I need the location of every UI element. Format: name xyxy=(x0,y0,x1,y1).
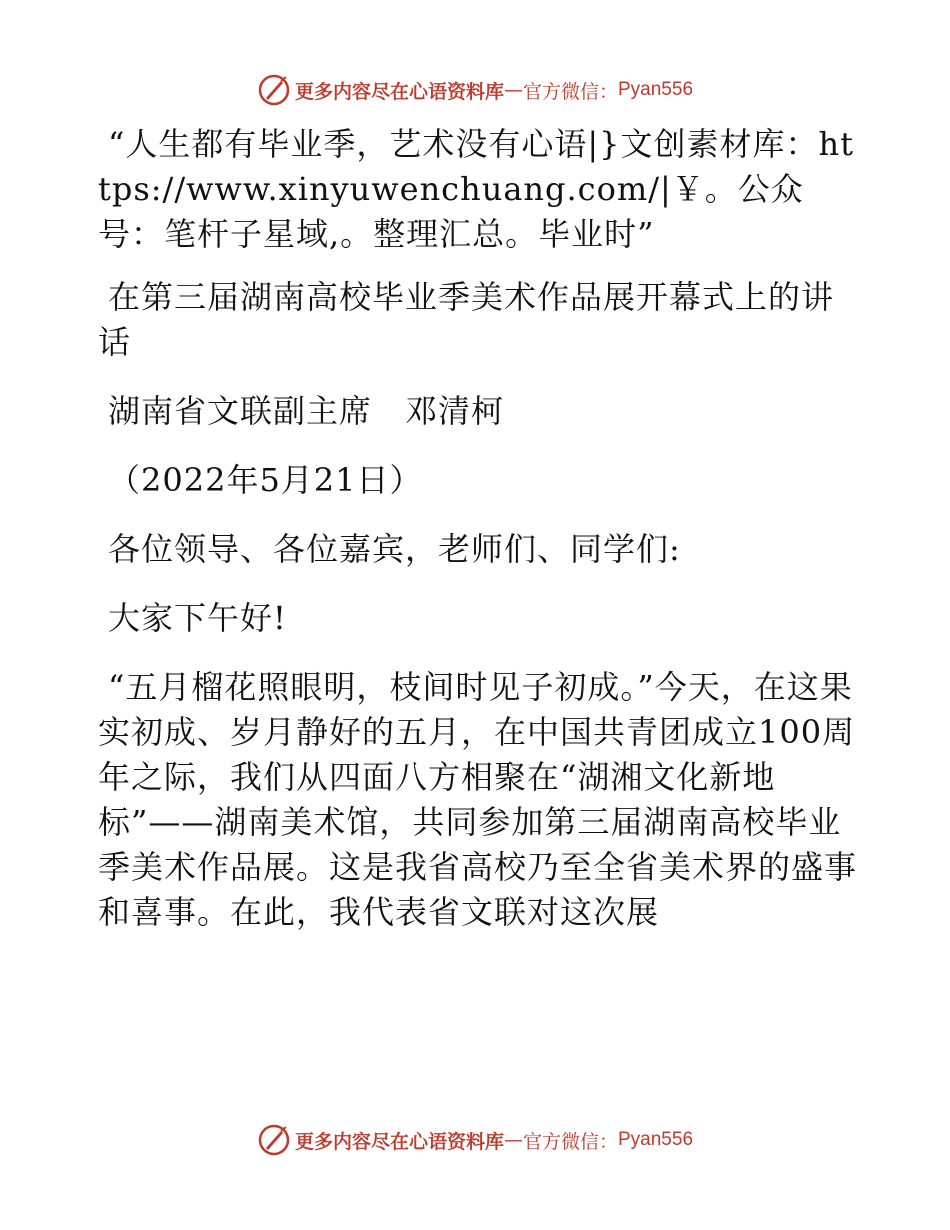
watermark-dash: — xyxy=(503,1129,523,1151)
watermark-dash: — xyxy=(503,79,523,101)
footer-watermark xyxy=(0,1120,950,1160)
speech-title-text: 在第三届湖南高校毕业季美术作品展开幕式上的讲话 xyxy=(98,278,835,361)
intro-quote-text: “人生都有毕业季，艺术没有心语|}文创素材库：https://www.xinyuwenchuang.com/|￥。公众号：笔杆子星域,。整理汇总。毕业时” xyxy=(98,125,854,253)
body-paragraph-text: “五月榴花照眼明，枝间时见子初成。”今天，在这果实初成、岁月静好的五月，在中国共青团成立100周年之际，我们从四面八方相聚在“湖湘文化新地标”——湖南美术馆，共同参加第三届湖南高校毕业季美术作品展。这是我省高校乃至全省美术界的盛事和喜事。在此，我代表省文联对这次展 xyxy=(98,668,858,931)
date-text: （2022年5月21日） xyxy=(108,461,423,499)
greeting-text: 大家下午好! xyxy=(108,599,287,637)
watermark-brand: 更多内容尽在心语资料库 xyxy=(294,80,504,103)
body-paragraph xyxy=(98,665,858,935)
watermark-label: 官方微信： xyxy=(522,1130,618,1153)
intro-quote xyxy=(98,122,858,257)
speech-title xyxy=(98,275,858,365)
header-watermark xyxy=(0,70,950,110)
speaker-text: 湖南省文联副主席 邓清柯 xyxy=(108,392,505,430)
watermark-wechat-id: Pyan556 xyxy=(618,1129,694,1150)
speaker-line xyxy=(98,389,858,434)
document-body xyxy=(98,122,858,959)
date-line xyxy=(98,458,858,503)
quill-logo-icon xyxy=(257,73,291,107)
salutation xyxy=(98,527,858,572)
watermark-wechat-id: Pyan556 xyxy=(618,79,694,100)
salutation-text: 各位领导、各位嘉宾，老师们、同学们: xyxy=(108,530,681,568)
watermark-label: 官方微信： xyxy=(522,80,618,103)
watermark-brand: 更多内容尽在心语资料库 xyxy=(294,1130,504,1153)
quill-logo-icon xyxy=(257,1123,291,1157)
greeting xyxy=(98,596,858,641)
